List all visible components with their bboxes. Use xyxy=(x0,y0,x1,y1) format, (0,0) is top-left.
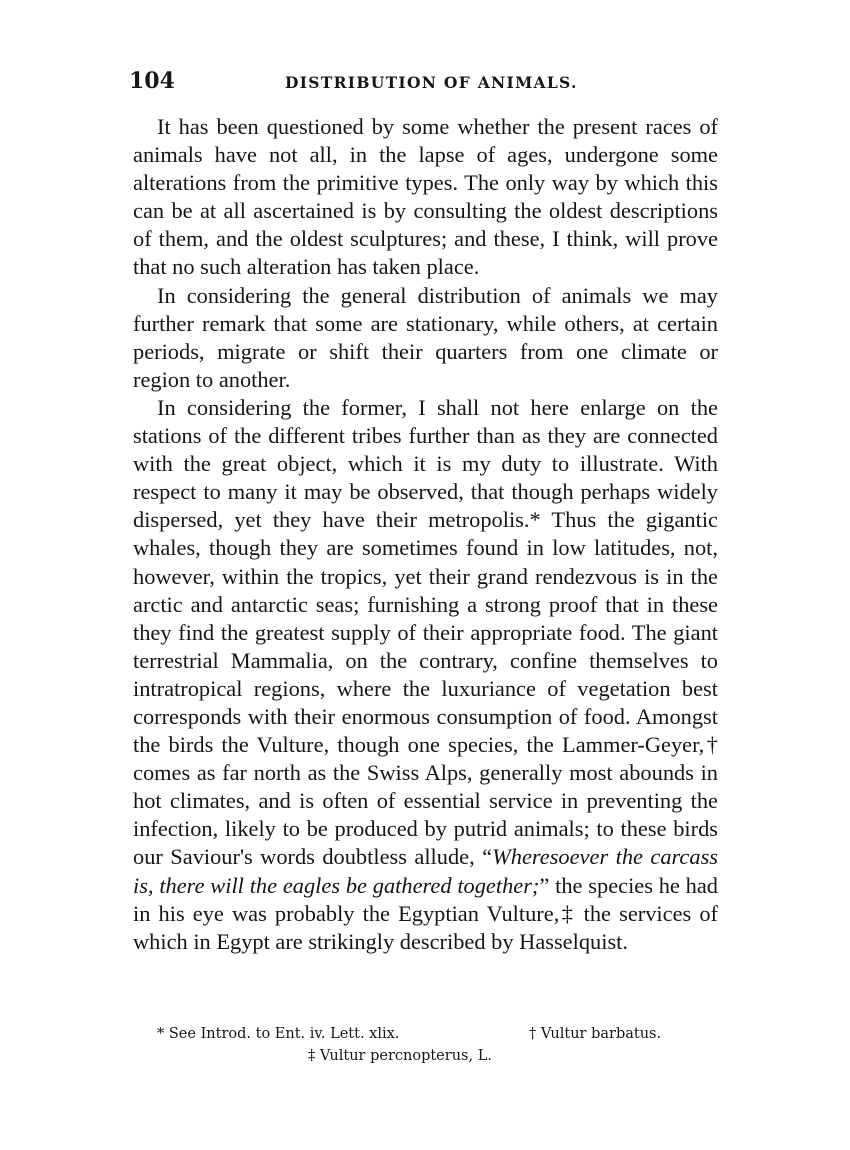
paragraph-1: It has been questioned by some whether the present races of animals have not all, in the lapse of ages, undergone some alterations from the primitive types. The only way by which this can be at all ascertained is by consulting the oldest descriptions of them, and the oldest sculptures; and these, I think, will prove that no such alteration has taken place. xyxy=(133,114,718,280)
scripture-quote: Wheresoever the carcass is, there will the eagles be gathered together; xyxy=(133,844,718,898)
page-header xyxy=(129,68,719,98)
page-number: 104 xyxy=(129,68,175,94)
footnote-1: * See Introd. to Ent. iv. Lett. xlix. xyxy=(157,1026,400,1042)
footnotes xyxy=(133,1023,718,1067)
footnote-2: † Vultur barbatus. xyxy=(529,1026,662,1042)
paragraph-3 xyxy=(133,394,718,956)
body-text xyxy=(133,113,718,956)
paragraph-3-text-b: ” the species he had in his eye was probably the Egyptian Vulture,‡ the services of which in Egypt are strikingly described by Hasselquist. xyxy=(133,872,718,954)
footnote-3: ‡ Vultur percnopterus, L. xyxy=(308,1048,492,1064)
running-head: DISTRIBUTION OF ANIMALS. xyxy=(285,73,578,92)
paragraph-2: In considering the general distribution of animals we may further remark that some are stationary, while others, at certain periods, migrate or shift their quarters from one climate or region to another. xyxy=(133,282,718,392)
paragraph-3-text-a: In considering the former, I shall not here enlarge on the stations of the different tribes further than as they are connected with the great object, which it is my duty to illustrate. With respect to many it may be observed, that though perhaps widely dispersed, yet they have their metropolis.* Thus the gigantic whales, though they are sometimes found in low latitudes, not, however, within the tropics, yet their grand rendezvous is in the arctic and antarctic seas; furnishing a strong proof that in these they find the greatest supply of their appropriate food. The giant terrestrial Mammalia, on the contrary, confine themselves to intratropical regions, where the luxuriance of vegetation best corresponds with their enormous consumption of food. Amongst the birds the Vulture, though one species, the Lammer-Geyer,† comes as far north as the Swiss Alps, generally most abounds in hot climates, and is often of essential service in preventing the infection, likely to be produced by putrid animals; to these birds our Saviour's words doubtless allude, “ xyxy=(133,394,718,870)
